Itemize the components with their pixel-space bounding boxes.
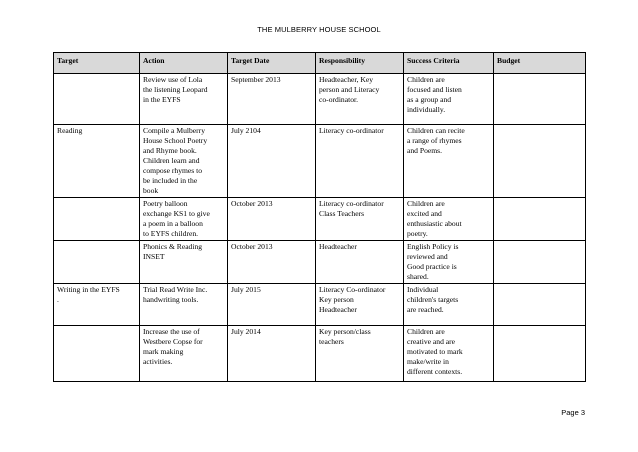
- cell-target: Reading: [54, 125, 140, 198]
- cell-success-criteria: Individual children's targets are reached.: [404, 284, 494, 326]
- page-number: Page 3: [561, 408, 585, 417]
- cell-target-date: July 2015: [228, 284, 316, 326]
- table-row: [54, 125, 586, 198]
- cell-budget: [494, 198, 586, 241]
- cell-action: Compile a Mulberry House School Poetry and Rhyme book. Children learn and compose rhymes to be included in the book: [140, 125, 228, 198]
- cell-budget: [494, 284, 586, 326]
- cell-target-date: July 2104: [228, 125, 316, 198]
- cell-responsibility: Headteacher, Key person and Literacy co-ordinator.: [316, 74, 404, 125]
- cell-responsibility: Literacy Co-ordinator Key person Headteacher: [316, 284, 404, 326]
- document-title: THE MULBERRY HOUSE SCHOOL: [257, 25, 381, 34]
- cell-budget: [494, 241, 586, 284]
- cell-budget: [494, 74, 586, 125]
- cell-action: Poetry balloon exchange KS1 to give a poem in a balloon to EYFS children.: [140, 198, 228, 241]
- table-header-row: [54, 53, 586, 74]
- cell-target: Writing in the EYFS .: [54, 284, 140, 326]
- cell-target: [54, 74, 140, 125]
- cell-budget: [494, 125, 586, 198]
- cell-success-criteria: Children are focused and listen as a group and individually.: [404, 74, 494, 125]
- cell-success-criteria: English Policy is reviewed and Good practice is shared.: [404, 241, 494, 284]
- table-row: [54, 284, 586, 326]
- cell-target-date: October 2013: [228, 241, 316, 284]
- column-header-success-criteria: Success Criteria: [404, 53, 494, 74]
- cell-responsibility: Literacy co-ordinator Class Teachers: [316, 198, 404, 241]
- table-row: [54, 326, 586, 382]
- column-header-target: Target: [54, 53, 140, 74]
- cell-responsibility: Key person/class teachers: [316, 326, 404, 382]
- cell-action: Phonics & Reading INSET: [140, 241, 228, 284]
- column-header-action: Action: [140, 53, 228, 74]
- cell-success-criteria: Children are creative and are motivated to mark make/write in different contexts.: [404, 326, 494, 382]
- cell-target: [54, 198, 140, 241]
- cell-target-date: September 2013: [228, 74, 316, 125]
- column-header-target-date: Target Date: [228, 53, 316, 74]
- cell-success-criteria: Children are excited and enthusiastic about poetry.: [404, 198, 494, 241]
- column-header-budget: Budget: [494, 53, 586, 74]
- table-row: [54, 74, 586, 125]
- cell-action: Trial Read Write Inc. handwriting tools.: [140, 284, 228, 326]
- cell-action: Review use of Lola the listening Leopard in the EYFS: [140, 74, 228, 125]
- table-row: [54, 241, 586, 284]
- cell-target-date: October 2013: [228, 198, 316, 241]
- cell-target: [54, 241, 140, 284]
- cell-responsibility: Literacy co-ordinator: [316, 125, 404, 198]
- cell-success-criteria: Children can recite a range of rhymes and Poems.: [404, 125, 494, 198]
- table-row: [54, 198, 586, 241]
- literacy-action-plan-table: [53, 52, 586, 382]
- cell-responsibility: Headteacher: [316, 241, 404, 284]
- cell-target-date: July 2014: [228, 326, 316, 382]
- cell-target: [54, 326, 140, 382]
- cell-action: Increase the use of Westbere Copse for mark making activities.: [140, 326, 228, 382]
- cell-budget: [494, 326, 586, 382]
- column-header-responsibility: Responsibility: [316, 53, 404, 74]
